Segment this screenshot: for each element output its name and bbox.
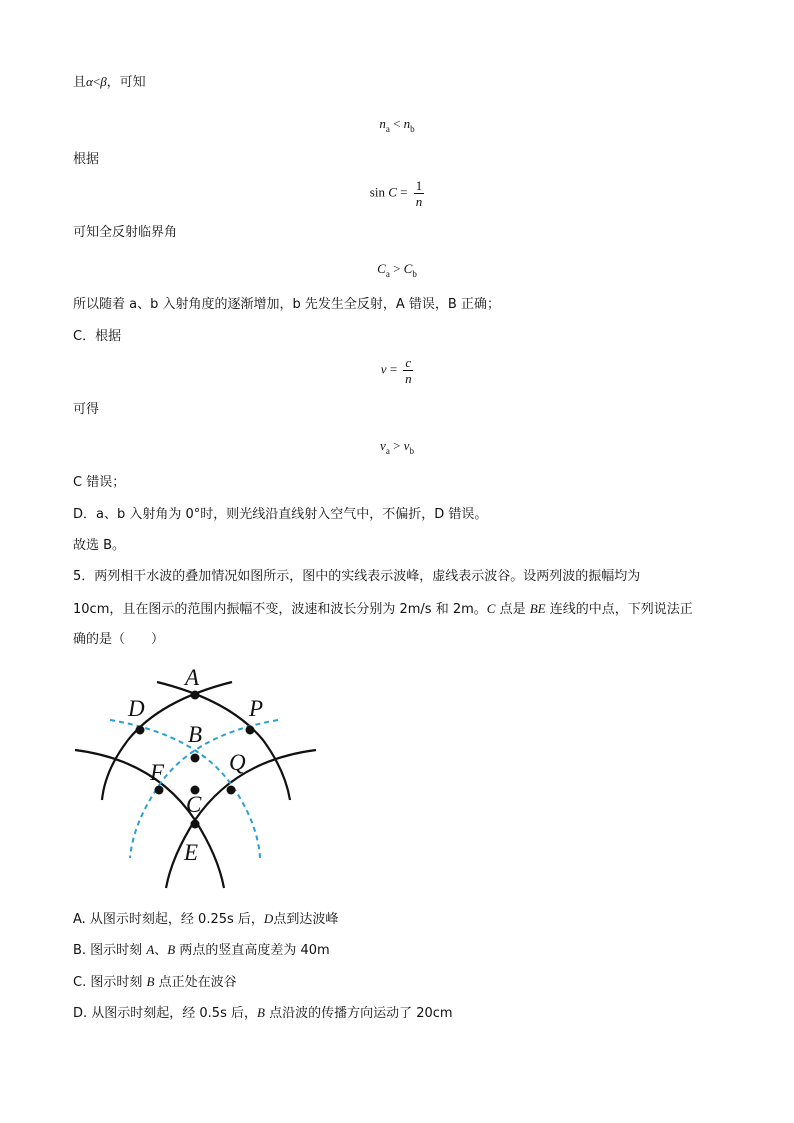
text-line-c-genju: C．根据 [73,329,122,344]
text-line-genju: 根据 [73,152,100,167]
label-D: D [128,696,145,721]
label-A: A [185,665,200,690]
text-kezhi: ，可知 [106,75,146,90]
text-line-critical: 可知全反射临界角 [73,225,178,240]
equation-speed: v = $\frac{c}{n}$ [380,355,412,386]
option-b: B. 图示时刻 A、B 两点的竖直高度差为 40m [73,942,330,958]
option-d: D. 从图示时刻起，经 0.5s 后，B 点沿波的传播方向运动了 20cm [73,1005,453,1021]
equation-critical-angle: sin C = $\frac{1}{n}$ [369,178,423,209]
label-C: C [186,792,202,817]
crest-arc-left [157,682,290,800]
wave-interference-figure [60,655,330,895]
point-P [246,726,255,735]
equation-refractive-index: $n_a < n_b$ [379,116,415,134]
crest-arc-right [102,682,232,800]
question-line-1: 5．两列相干水波的叠加情况如图所示，图中的实线表示波峰，虚线表示波谷。设两列波的振幅均为 [73,569,641,584]
alpha-symbol: α [86,74,93,89]
text-line-conclusion: 所以随着 a、b 入射角度的逐渐增加，b 先发生全反射，A 错误，B 正确； [73,297,500,312]
fraction-c-over-n: $\frac{c}{n}$ [405,355,412,386]
text-line-c-wrong: C 错误； [73,475,126,490]
text-line-1 [73,73,146,92]
label-E: E [184,840,199,865]
text-line-answer: 故选 B。 [73,538,126,553]
option-c: C. 图示时刻 B 点正处在波谷 [73,974,237,990]
label-B: B [188,722,203,747]
question-line-3: 确的是（ ） [73,632,165,647]
text-line-d-wrong: D．a、b 入射角为 0°时，则光线沿直线射入空气中，不偏折，D 错误。 [73,507,488,522]
point-Q [227,786,236,795]
point-B [191,754,200,763]
point-D [136,726,145,735]
point-E [191,820,200,829]
text-qie: 且 [73,75,87,90]
less-than-sign: < [92,74,101,89]
option-a: A. 从图示时刻起，经 0.25s 后，D点到达波峰 [73,911,339,927]
equation-speed-compare: $v_a > v_b$ [380,438,414,456]
label-P: P [249,696,264,721]
point-F [155,786,164,795]
equation-critical-compare: $C_a > C_b$ [377,261,417,279]
fraction-1-over-n: $\frac{1}{n}$ [415,178,423,209]
text-line-kede: 可得 [73,402,100,417]
label-F: F [150,760,165,785]
beta-symbol: β [100,74,107,89]
question-line-2: 10cm，且在图示的范围内振幅不变，波速和波长分别为 2m/s 和 2m。C 点是 BE 连线的中点，下列说法正 [73,601,693,617]
label-Q: Q [229,750,246,775]
point-A [191,691,200,700]
